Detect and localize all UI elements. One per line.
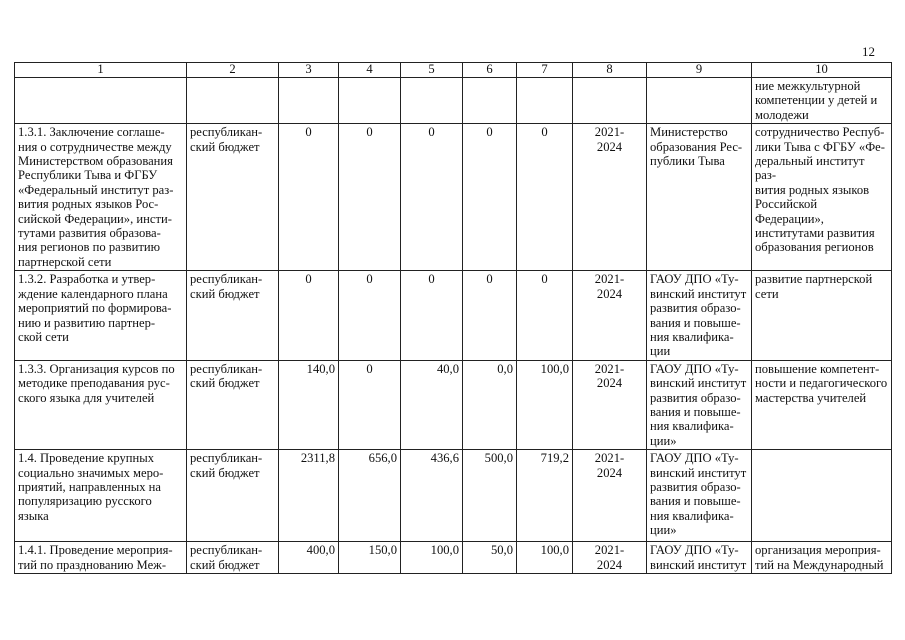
table-row — [15, 450, 892, 542]
amount-cell — [463, 78, 517, 124]
amount-total-cell: 140,0 — [279, 360, 339, 449]
period-cell: 2021- 2024 — [573, 124, 647, 271]
column-number: 3 — [279, 63, 339, 78]
column-number: 6 — [463, 63, 517, 78]
amount-cell: 50,0 — [463, 542, 517, 574]
result-cell — [752, 450, 892, 542]
amount-cell: 0 — [339, 360, 401, 449]
amount-cell: 0,0 — [463, 360, 517, 449]
period-cell: 2021- 2024 — [573, 450, 647, 542]
amount-cell: 0 — [339, 124, 401, 271]
column-number: 4 — [339, 63, 401, 78]
amount-cell: 40,0 — [401, 360, 463, 449]
executor-cell: ГАОУ ДПО «Ту- винский институт — [647, 542, 752, 574]
funding-source-cell: республикан- ский бюджет — [187, 360, 279, 449]
amount-cell: 0 — [401, 124, 463, 271]
funding-source-cell — [187, 78, 279, 124]
amount-cell: 0 — [517, 271, 573, 360]
activity-cell: 1.4. Проведение крупных социально значимых меро- приятий, направленных на популяризацию русского языка — [15, 450, 187, 542]
activity-cell: 1.3.2. Разработка и утвер- ждение календарного плана мероприятий по формирова- нию и развитию партнер- ской сети — [15, 271, 187, 360]
page-number: 12 — [862, 44, 875, 59]
period-cell: 2021- 2024 — [573, 542, 647, 574]
executor-cell: ГАОУ ДПО «Ту- винский институт развития образо- вания и повыше- ния квалифика- ции» — [647, 360, 752, 449]
executor-cell — [647, 78, 752, 124]
executor-cell: ГАОУ ДПО «Ту- винский институт развития образо- вания и повыше- ния квалифика- ции» — [647, 450, 752, 542]
period-cell — [573, 78, 647, 124]
amount-cell: 0 — [401, 271, 463, 360]
amount-cell — [401, 78, 463, 124]
column-number: 2 — [187, 63, 279, 78]
result-cell: организация мероприя- тий на Международный — [752, 542, 892, 574]
amount-cell: 100,0 — [517, 542, 573, 574]
amount-cell: 100,0 — [401, 542, 463, 574]
result-cell: ние межкультурной компетенции у детей и молодежи — [752, 78, 892, 124]
amount-total-cell: 0 — [279, 271, 339, 360]
amount-cell: 150,0 — [339, 542, 401, 574]
column-number: 7 — [517, 63, 573, 78]
funding-source-cell: республикан- ский бюджет — [187, 124, 279, 271]
activity-cell: 1.3.1. Заключение соглаше- ния о сотрудничестве между Министерством образования Республики Тыва и ФГБУ «Федеральный институт раз- вития родных языков Рос- сийской Федерации», инсти- тутами развития образова- ния регионов по развитию партнерской сети — [15, 124, 187, 271]
result-cell: развитие партнерской сети — [752, 271, 892, 360]
table-row — [15, 542, 892, 574]
table-row — [15, 124, 892, 271]
amount-cell: 436,6 — [401, 450, 463, 542]
funding-source-cell: республикан- ский бюджет — [187, 271, 279, 360]
result-cell: сотрудничество Респуб- лики Тыва с ФГБУ «Фе- деральный институт раз- вития родных языков Российской Федерации», институтами развития образования регионов — [752, 124, 892, 271]
amount-total-cell: 0 — [279, 124, 339, 271]
funding-source-cell: республикан- ский бюджет — [187, 542, 279, 574]
table-row — [15, 271, 892, 360]
funding-source-cell: республикан- ский бюджет — [187, 450, 279, 542]
amount-cell: 0 — [463, 124, 517, 271]
executor-cell: Министерство образования Рес- публики Тыва — [647, 124, 752, 271]
column-number: 8 — [573, 63, 647, 78]
amount-cell: 100,0 — [517, 360, 573, 449]
column-number: 1 — [15, 63, 187, 78]
executor-cell: ГАОУ ДПО «Ту- винский институт развития образо- вания и повыше- ния квалифика- ции — [647, 271, 752, 360]
amount-total-cell — [279, 78, 339, 124]
activity-cell: 1.4.1. Проведение мероприя- тий по празднованию Меж- — [15, 542, 187, 574]
table-row — [15, 78, 892, 124]
amount-cell: 656,0 — [339, 450, 401, 542]
result-cell: повышение компетент- ности и педагогического мастерства учителей — [752, 360, 892, 449]
amount-cell: 0 — [339, 271, 401, 360]
column-numbers-row — [15, 63, 892, 78]
amount-total-cell: 2311,8 — [279, 450, 339, 542]
amount-cell: 719,2 — [517, 450, 573, 542]
amount-cell — [339, 78, 401, 124]
activity-cell: 1.3.3. Организация курсов по методике преподавания рус- ского языка для учителей — [15, 360, 187, 449]
column-number: 5 — [401, 63, 463, 78]
period-cell: 2021- 2024 — [573, 360, 647, 449]
amount-total-cell: 400,0 — [279, 542, 339, 574]
activity-cell — [15, 78, 187, 124]
table-row — [15, 360, 892, 449]
amount-cell: 500,0 — [463, 450, 517, 542]
column-number: 10 — [752, 63, 892, 78]
amount-cell: 0 — [517, 124, 573, 271]
amount-cell: 0 — [463, 271, 517, 360]
program-table — [14, 62, 892, 574]
period-cell: 2021- 2024 — [573, 271, 647, 360]
column-number: 9 — [647, 63, 752, 78]
amount-cell — [517, 78, 573, 124]
